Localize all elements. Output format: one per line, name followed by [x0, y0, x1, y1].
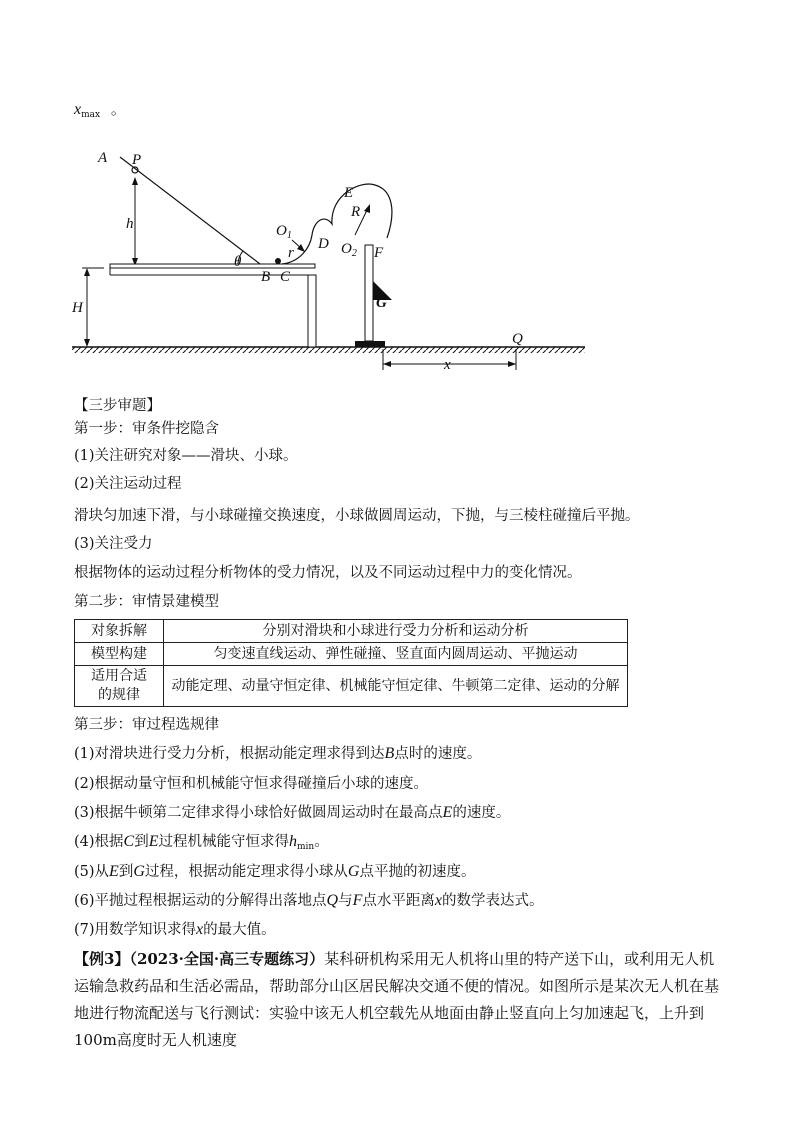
- example-paragraph: [74, 946, 724, 1054]
- step3-item2: (2)根据动量守恒和机械能守恒求得碰撞后小球的速度。: [74, 776, 429, 792]
- step1-item2: (2)关注运动过程: [74, 476, 182, 492]
- top-formula: $x_{max}$ 。: [74, 100, 126, 120]
- step2-title: 第二步：审情景建模型: [74, 594, 219, 610]
- label-theta: θ: [234, 254, 242, 270]
- label-x: x: [444, 357, 451, 373]
- label-D: D: [318, 236, 329, 252]
- ground-hatch: [72, 347, 585, 353]
- label-O2: $O_2$: [341, 241, 357, 259]
- step1-item1: (1)关注研究对象——滑块、小球。: [74, 448, 298, 464]
- step3-item7: (7)用数学知识求得x的最大值。: [74, 921, 276, 938]
- model-table: [74, 619, 628, 707]
- label-h: h: [126, 216, 134, 232]
- step3-item6: (6)平抛过程根据运动的分解得出落地点Q与F点水平距离x的数学表达式。: [74, 892, 544, 909]
- label-R: R: [351, 204, 361, 220]
- table-row: [75, 643, 628, 666]
- step3-item4: (4)根据C到E过程机械能守恒求得$h_{min}$。: [74, 833, 329, 852]
- step3-item5: (5)从E到G过程，根据动能定理求得小球从G点平抛的初速度。: [74, 863, 476, 880]
- label-P: P: [132, 152, 142, 168]
- example-tag: 【例3】: [74, 950, 130, 968]
- table-head-cell: 对象拆解: [75, 620, 164, 643]
- label-H: H: [72, 300, 83, 316]
- table-body-cell: 动能定理、动量守恒定律、机械能守恒定律、牛顿第二定律、运动的分解: [164, 666, 628, 707]
- label-E: E: [344, 185, 354, 201]
- physics-diagram: [60, 140, 600, 380]
- label-A: A: [98, 150, 108, 166]
- table-row: [75, 620, 628, 643]
- table-body-cell: 匀变速直线运动、弹性碰撞、竖直面内圆周运动、平抛运动: [164, 643, 628, 666]
- label-B: B: [261, 269, 271, 285]
- table-leg: [308, 275, 316, 347]
- step3-item3: (3)根据牛顿第二定律求得小球恰好做圆周运动时在最高点E的速度。: [74, 804, 511, 821]
- table-head-cell: 适用合适 的规律: [75, 666, 164, 707]
- table-row: [75, 666, 628, 707]
- table-head-cell: 模型构建: [75, 643, 164, 666]
- step1-item3: (3)关注受力: [74, 536, 153, 552]
- example-text: 某科研机构采用无人机将山里的特产送下山，或利用无人机运输急救药品和生活必需品，帮助部分山区居民解决交通不便的情况。如图所示是某次无人机在基地进行物流配送与飞行测试：实验中该无人机空载先从地面由静止竖直向上匀加速起飞，上升到100m高度时无人机速度: [74, 950, 720, 1049]
- label-F: F: [374, 245, 384, 261]
- label-C: C: [280, 269, 291, 285]
- label-G: G: [376, 295, 387, 311]
- table-top: [110, 264, 315, 268]
- pillar-F: [365, 245, 373, 341]
- step1-item3-text: 根据物体的运动过程分析物体的受力情况，以及不同运动过程中力的变化情况。: [74, 565, 582, 581]
- pillar-base: [355, 341, 385, 347]
- step1-item2-text: 滑块匀加速下滑，与小球碰撞交换速度，小球做圆周运动，下抛，与三棱柱碰撞后平抛。: [74, 508, 640, 524]
- incline-line: [120, 157, 260, 264]
- table-body-cell: 分别对滑块和小球进行受力分析和运动分析: [164, 620, 628, 643]
- step1-title: 第一步：审条件挖隐含: [74, 421, 219, 437]
- step3-item1: (1)对滑块进行受力分析，根据动能定理求得到达B点时的速度。: [74, 745, 482, 762]
- section-heading: 【三步审题】: [74, 398, 161, 414]
- label-Q: Q: [512, 331, 523, 347]
- label-O1: $O_1$: [276, 223, 292, 241]
- step3-title: 第三步：审过程选规律: [74, 717, 219, 733]
- example-source: （2023·全国·高三专题练习）: [129, 950, 325, 968]
- label-r: r: [288, 245, 294, 261]
- ball: [275, 258, 281, 264]
